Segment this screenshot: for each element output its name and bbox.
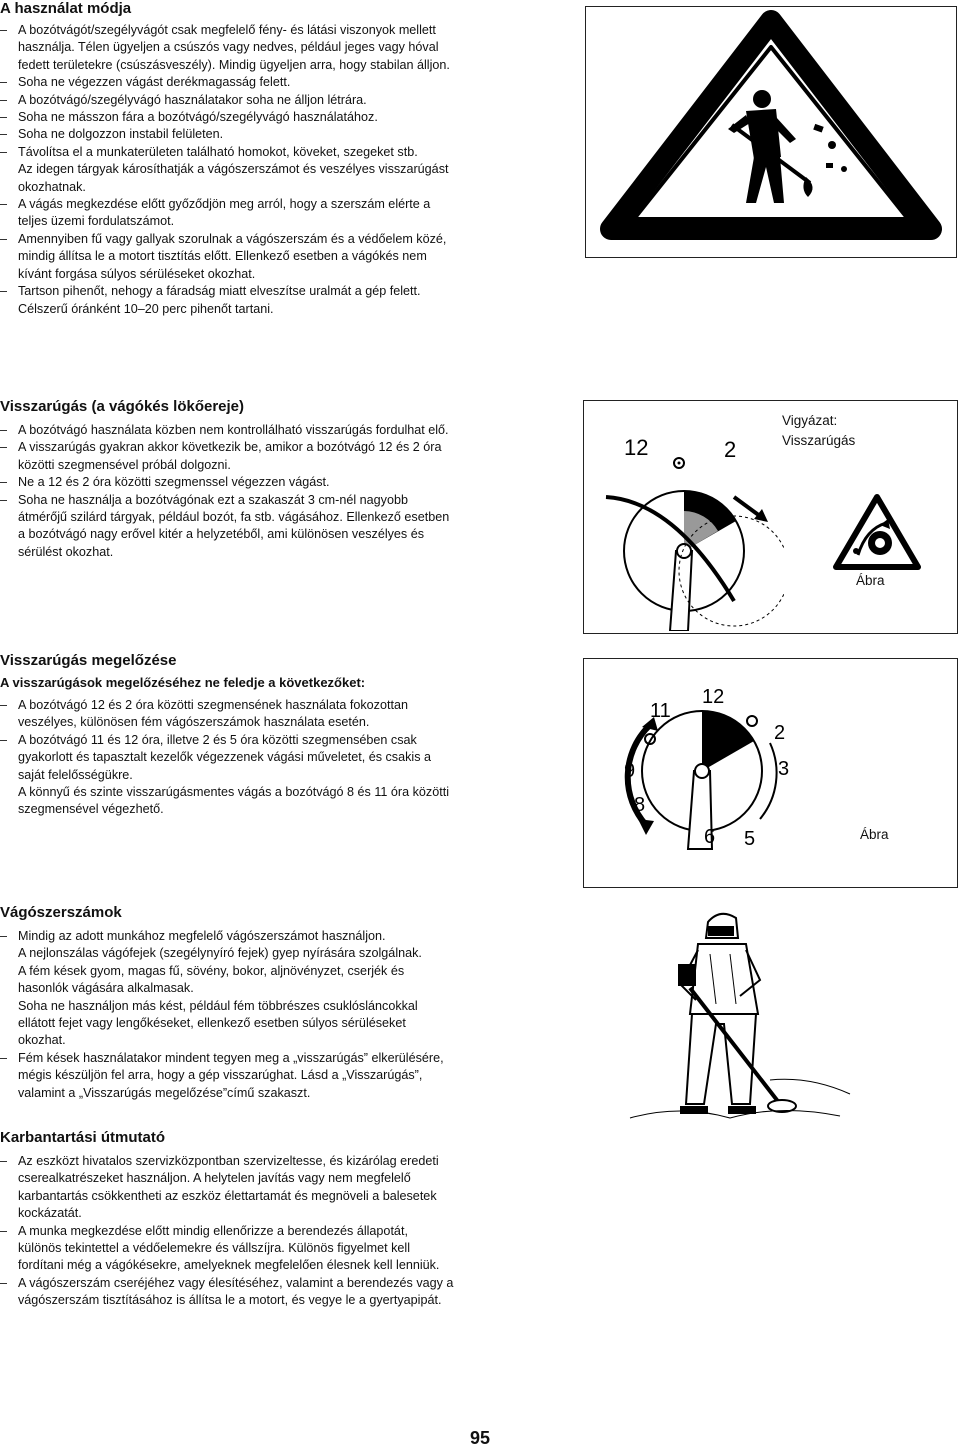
- clock-num-11: 11: [650, 700, 671, 722]
- kickback-fig-label: Ábra: [856, 573, 885, 588]
- list-item: mindig állítsa le a motort tisztítás előtt. Ellenkező esetben a vágókés nem: [18, 249, 427, 264]
- list-item: – Soha ne másszon fára a bozótvágó/szegélyvágó használatához.: [0, 109, 575, 126]
- maintenance-list: [0, 1153, 575, 1310]
- list-item: – Ne a 12 és 2 óra közötti szegmenssel végezzen vágást.: [0, 474, 575, 491]
- prevention-fig-label: Ábra: [860, 827, 889, 842]
- kickback-num-12: 12: [624, 435, 649, 460]
- list-item: saját felelősségükre.: [18, 767, 133, 782]
- list-item: vágószerszám tisztításához is állítsa le a motort, és vegye le a gyertyapipát.: [18, 1293, 442, 1308]
- list-item: – A bozótvágó 11 és 12 óra, illetve 2 és 5 óra közötti szegmensében csak: [0, 732, 575, 749]
- list-item: hasonlók vágására alkalmasak.: [18, 981, 194, 996]
- list-item: – Fém kések használatakor mindent tegyen meg a „visszarúgás” elkerülésére,: [0, 1050, 575, 1067]
- list-item: Célszerű óránként 10–20 perc pihenőt tartani.: [18, 301, 274, 316]
- list-item: – A munka megkezdése előtt mindig ellenőrizze a berendezés állapotát,: [0, 1223, 575, 1240]
- list-item: A nejlonszálas vágófejek (szegélynyíró fejek) gyep nyírására szolgálnak.: [18, 946, 422, 961]
- hazard-warning-icon: [586, 7, 956, 257]
- list-item: ellátott fejet vagy lengőkéseket, ellenkező esetben súlyos sérüléseket: [18, 1016, 406, 1031]
- clock-num-12: 12: [702, 686, 725, 708]
- operator-figure: [620, 904, 870, 1124]
- section-usage: [0, 0, 575, 318]
- usage-list: [0, 22, 575, 318]
- list-item: gyakorlott és tapasztalt kezelők végezzenek vágási műveletet, és csakis a: [18, 750, 432, 765]
- list-item: – A vágószerszám cseréjéhez vagy élesítéséhez, valamint a berendezés vagy a: [0, 1275, 575, 1292]
- list-item: – Tartson pihenőt, nehogy a fáradság miatt elveszítse uralmát a gép felett.: [0, 283, 575, 300]
- section-title-usage: A használat módja: [0, 0, 132, 17]
- clock-num-8: 8: [634, 794, 646, 816]
- kickback-diagram: [584, 401, 784, 631]
- list-item: – A bozótvágót/szegélyvágót csak megfelelő fény- és látási viszonyok mellett: [0, 22, 575, 39]
- list-item: okozhatnak.: [18, 179, 86, 194]
- section-kickback: [0, 398, 575, 561]
- list-item: A könnyű és szinte visszarúgásmentes vágás a bozótvágó 8 és 11 óra közötti: [18, 785, 449, 800]
- clock-num-6: 6: [704, 826, 716, 848]
- clock-num-3: 3: [778, 758, 790, 780]
- list-item: – Soha ne dolgozzon instabil felületen.: [0, 126, 575, 143]
- list-item: – A visszarúgás gyakran akkor következik be, amikor a bozótvágó 12 és 2 óra: [0, 439, 575, 456]
- kickback-list: [0, 422, 575, 561]
- list-item: veszélyes, különösen fém vágószerszámok használata esetén.: [18, 715, 370, 730]
- list-item: – Soha ne használja a bozótvágónak ezt a szakaszát 3 cm-nél nagyobb: [0, 492, 575, 509]
- list-item: közötti szegmensével próbál dolgozni.: [18, 457, 231, 472]
- list-item: – Az eszközt hivatalos szervizközpontban szervizeltesse, és kizárólag eredeti: [0, 1153, 575, 1170]
- list-item: – Távolítsa el a munkaterületen található homokot, köveket, szegeket stb.: [0, 144, 575, 161]
- list-item: teljes üzemi fordulatszámot.: [18, 214, 175, 229]
- list-item: karbantartás csökkentheti az eszköz élettartamát és megnöveli a balesetek: [18, 1188, 437, 1203]
- list-item: – Mindig az adott munkához megfelelő vágószerszámot használjon.: [0, 928, 575, 945]
- list-item: különös tekintettel a védőelemekre és vállszíjra. Különös figyelmet kell: [18, 1241, 410, 1256]
- list-item: fedett területekre (csúszásveszély). Mindig ügyeljen arra, hogy stabilan álljon.: [18, 57, 450, 72]
- list-item: használja. Télen ügyeljen a csúszós vagy nedves, például jeges vagy hóval: [18, 40, 439, 55]
- list-item: okozhat.: [18, 1033, 66, 1048]
- kickback-caption-line1: Vigyázat:: [782, 413, 838, 428]
- list-item: kívánt forgása súlyos sérüléseket okozhat.: [18, 266, 256, 281]
- kickback-figure-box: [583, 400, 958, 634]
- list-item: átmérőjű szilárd tárgyak, például bozót, fa stb. vágásához. Ellenkező esetben: [18, 510, 450, 525]
- section-maintenance: [0, 1129, 575, 1310]
- warning-figure-box: [585, 6, 957, 258]
- list-item: sérülést okozhat.: [18, 544, 114, 559]
- section-prevention: [0, 652, 575, 819]
- clock-num-9: 9: [624, 760, 636, 782]
- list-item: Az idegen tárgyak károsíthatják a vágószerszámot és veszélyes visszarúgást: [18, 162, 449, 177]
- list-item: a bozótvágó nagy erővel kitér a helyzetéből, ami különösen veszélyes és: [18, 527, 425, 542]
- list-item: cserealkatrészeket használjon. A helytelen javítás vagy nem megfelelő: [18, 1171, 411, 1186]
- list-item: valamint a „Visszarúgás megelőzése”című szakaszt.: [18, 1085, 311, 1100]
- list-item: – A vágás megkezdése előtt győződjön meg arról, hogy a szerszám elérte a: [0, 196, 575, 213]
- list-item: fordítani még a vágókésekre, amelyeknek megfelelően élesnek kell lenniük.: [18, 1258, 440, 1273]
- list-item: A fém kések gyom, magas fű, sövény, bokor, aljnövényzet, cserjék és: [18, 963, 405, 978]
- list-item: – Amennyiben fű vagy gallyak szorulnak a vágószerszám és a védőelem közé,: [0, 231, 575, 248]
- section-title-tools: Vágószerszámok: [0, 904, 122, 921]
- list-item: – Soha ne végezzen vágást derékmagasság felett.: [0, 74, 575, 91]
- clock-num-5: 5: [744, 828, 756, 850]
- section-title-kickback: Visszarúgás (a vágókés lökőereje): [0, 398, 245, 415]
- list-item: – A bozótvágó használata közben nem kontrollálható visszarúgás fordulhat elő.: [0, 422, 575, 439]
- clock-num-2: 2: [774, 722, 786, 744]
- kickback-num-2: 2: [724, 437, 737, 462]
- list-item: Soha ne használjon más kést, például fém többrészes csuklósláncokkal: [18, 998, 418, 1013]
- section-tools: [0, 904, 575, 1102]
- tools-list: [0, 928, 575, 1102]
- clock-diagram: [584, 659, 834, 885]
- prevention-subtitle: A visszarúgások megelőzéséhez ne feledje a következőket:: [0, 675, 366, 690]
- section-title-prevention: Visszarúgás megelőzése: [0, 652, 177, 669]
- page-number: 95: [469, 1428, 491, 1448]
- list-item: kockázatát.: [18, 1206, 82, 1221]
- list-item: mégis készüljön fel arra, hogy a gép visszarúghat. Lásd a „Visszarúgás”,: [18, 1068, 423, 1083]
- section-title-maintenance: Karbantartási útmutató: [0, 1129, 166, 1146]
- list-item: – A bozótvágó/szegélyvágó használatakor soha ne álljon létrára.: [0, 92, 575, 109]
- operator-illustration: [620, 904, 870, 1124]
- kickback-caption: [782, 411, 855, 451]
- prevention-list: [0, 697, 575, 819]
- list-item: – A bozótvágó 12 és 2 óra közötti szegmensének használata fokozottan: [0, 697, 575, 714]
- list-item: szegmensével végezhető.: [18, 802, 164, 817]
- kickback-caption-line2: Visszarúgás: [782, 433, 856, 448]
- kickback-warning-icon: [832, 493, 922, 573]
- clock-figure-box: [583, 658, 958, 888]
